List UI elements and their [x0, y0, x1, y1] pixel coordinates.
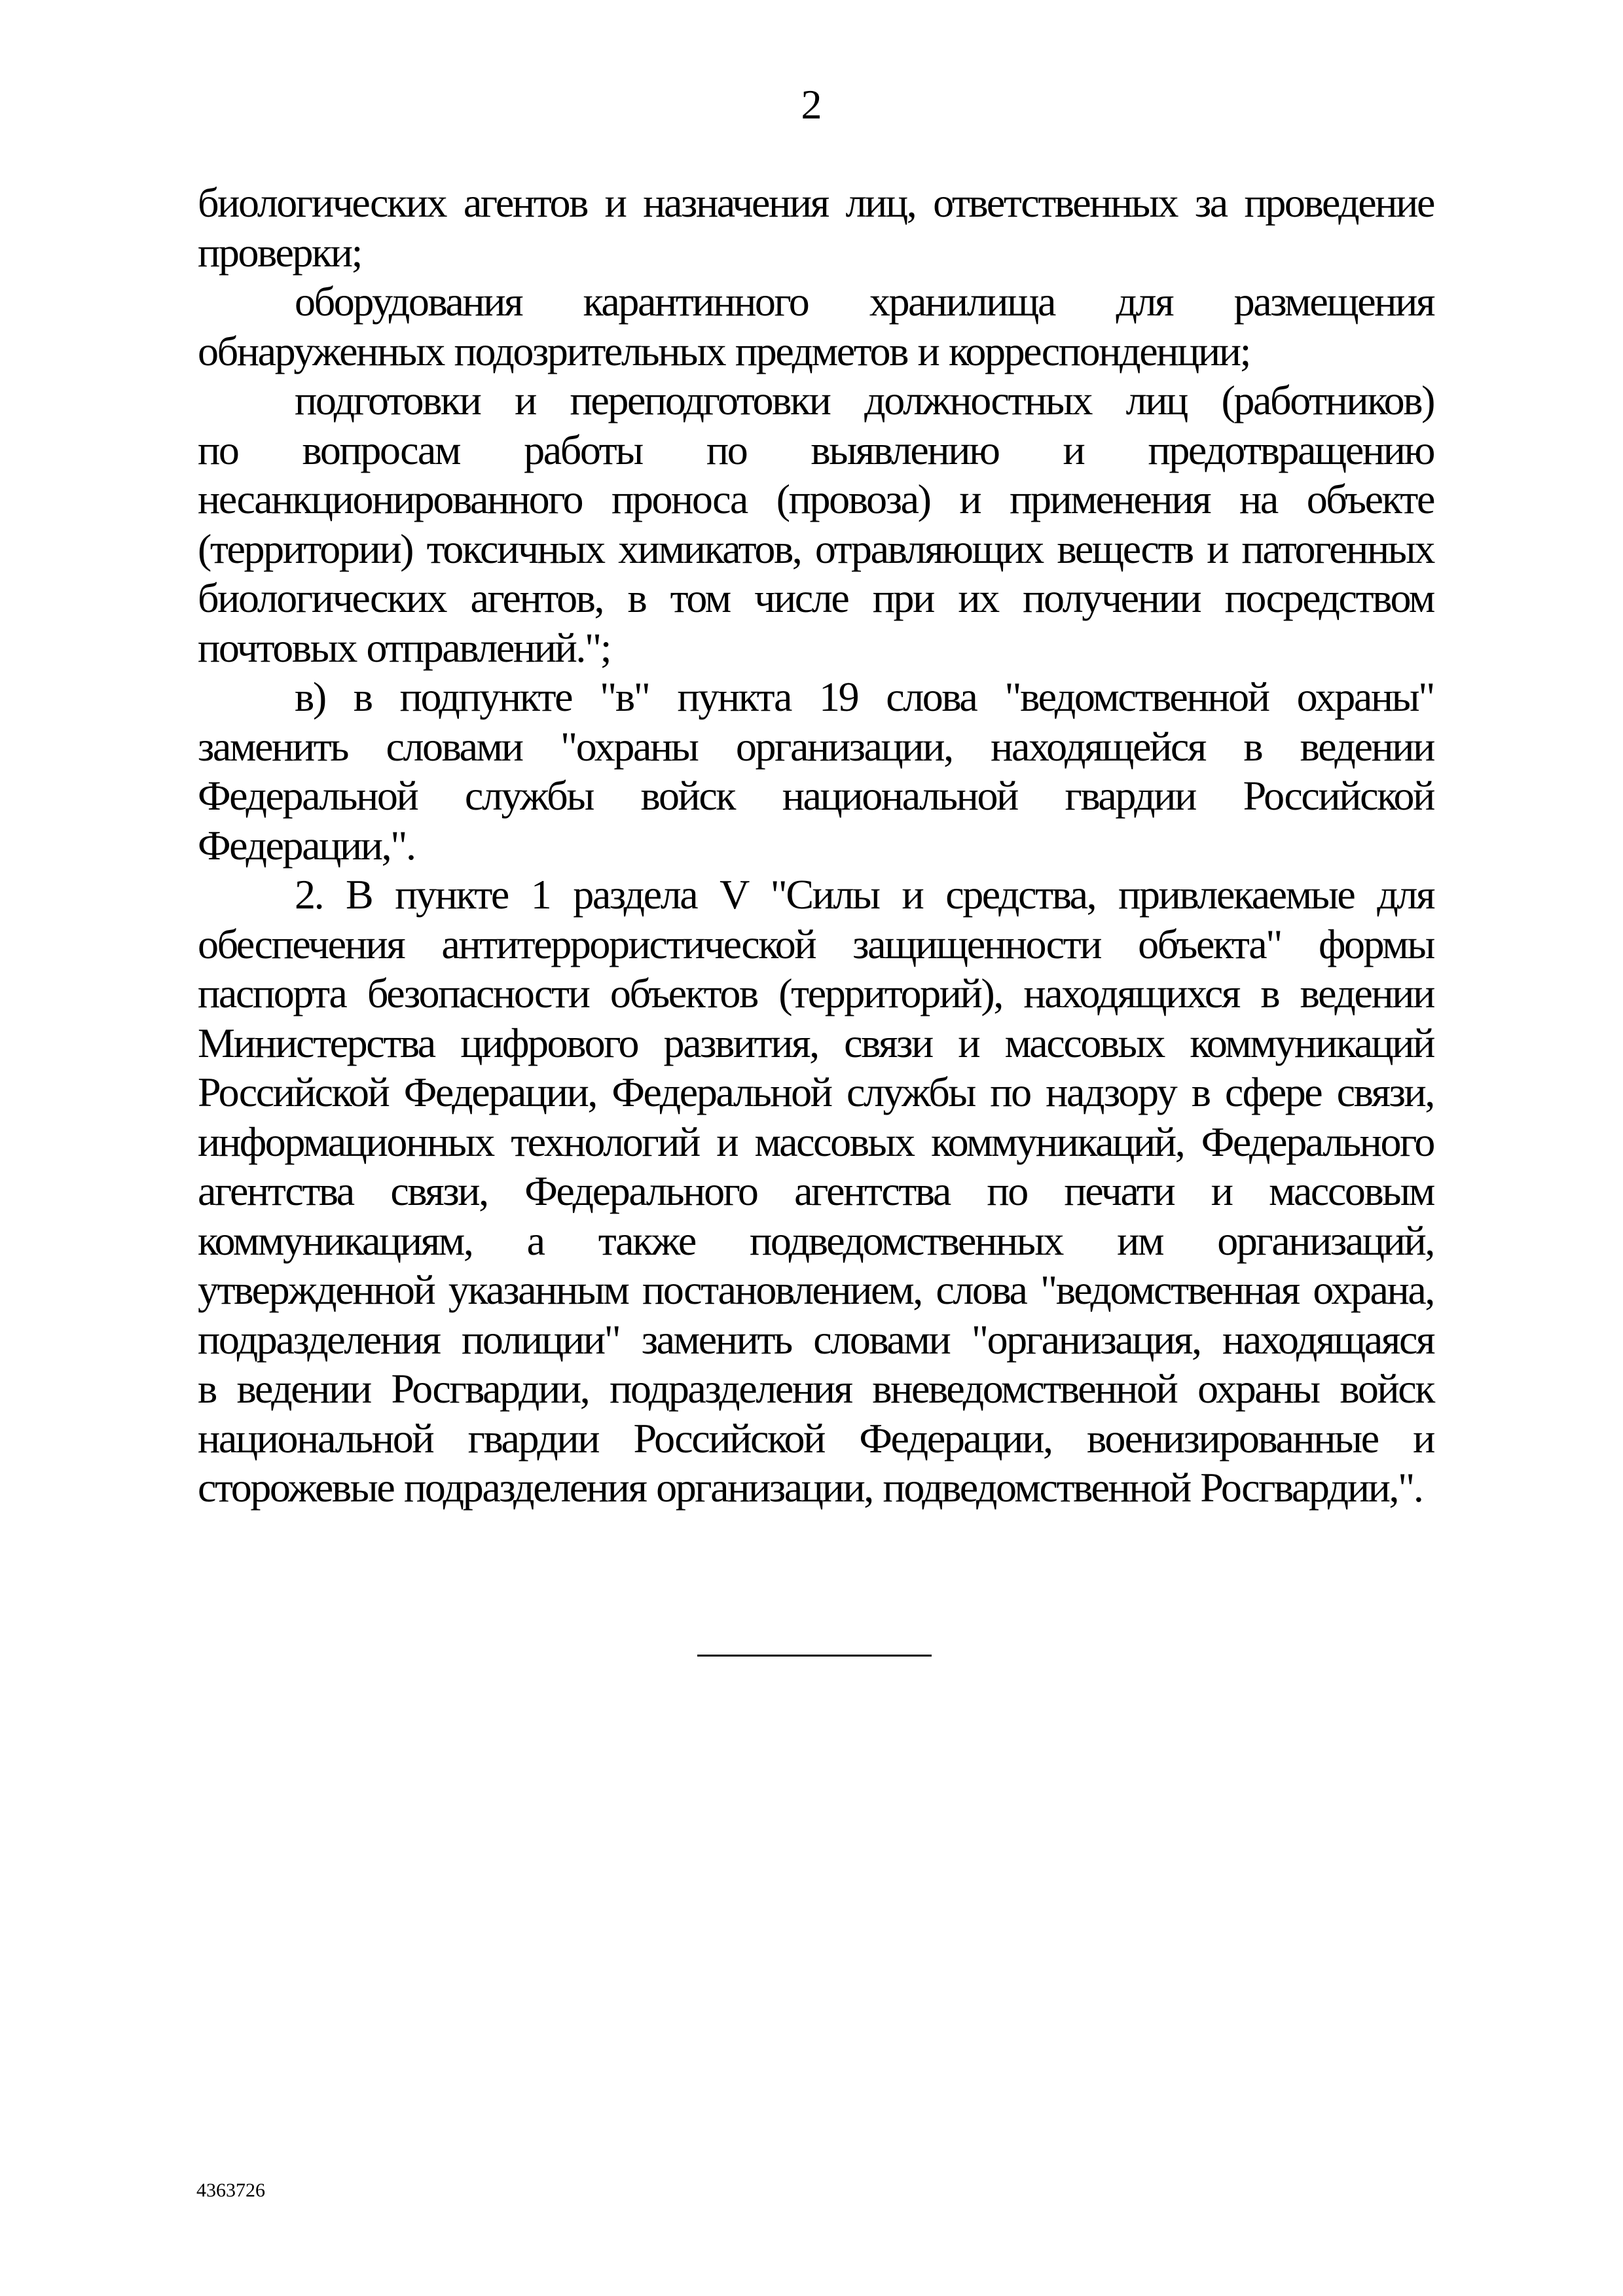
- text-line: почтовых отправлений.";: [198, 624, 611, 671]
- document-body: [198, 178, 1434, 1513]
- text-line: несанкционированного проноса (провоза) и применения на объекте: [198, 476, 1434, 522]
- paragraph: [198, 178, 1434, 277]
- text-line: обнаруженных подозрительных предметов и корреспонденции;: [198, 327, 1250, 374]
- document-code: 4363726: [196, 2179, 265, 2201]
- paragraph: [198, 870, 1434, 1513]
- text-line: Российской Федерации, Федеральной службы по надзору в сфере связи,: [198, 1069, 1434, 1115]
- text-line: 2. В пункте 1 раздела V "Силы и средства, привлекаемые для: [295, 871, 1434, 918]
- text-line: обеспечения антитеррористической защищенности объекта" формы: [198, 920, 1434, 967]
- text-line: сторожевые подразделения организации, подведомственной Росгвардии,".: [198, 1464, 1423, 1511]
- text-line: утвержденной указанным постановлением, слова "ведомственная охрана,: [198, 1266, 1434, 1313]
- text-line: (территории) токсичных химикатов, отравляющих веществ и патогенных: [198, 525, 1434, 572]
- text-line: Министерства цифрового развития, связи и массовых коммуникаций: [198, 1019, 1434, 1066]
- paragraph: [198, 672, 1434, 870]
- text-line: агентства связи, Федерального агентства по печати и массовым: [198, 1168, 1434, 1214]
- text-line: Федеральной службы войск национальной гвардии Российской: [198, 772, 1434, 819]
- text-line: по вопросам работы по выявлению и предотвращению: [198, 426, 1434, 473]
- text-line: национальной гвардии Российской Федерации, военизированные и: [198, 1414, 1434, 1462]
- text-line: биологических агентов и назначения лиц, ответственных за проведение: [198, 179, 1434, 226]
- text-line: подготовки и переподготовки должностных лиц (работников): [295, 377, 1434, 423]
- end-divider: [697, 1655, 932, 1657]
- text-line: оборудования карантинного хранилища для размещения: [295, 278, 1434, 325]
- text-line: проверки;: [198, 228, 362, 276]
- page-number: 2: [801, 81, 822, 128]
- text-line: информационных технологий и массовых коммуникаций, Федерального: [198, 1118, 1434, 1165]
- paragraph: [198, 376, 1434, 672]
- text-line: Федерации,".: [198, 821, 415, 869]
- text-line: заменить словами "охраны организации, находящейся в ведении: [198, 723, 1434, 770]
- text-line: в ведении Росгвардии, подразделения вневедомственной охраны войск: [198, 1365, 1434, 1412]
- text-line: подразделения полиции" заменить словами "организация, находящаяся: [198, 1316, 1434, 1363]
- text-line: паспорта безопасности объектов (территорий), находящихся в ведении: [198, 970, 1434, 1016]
- text-line: коммуникациям, а также подведомственных им организаций,: [198, 1217, 1434, 1264]
- text-line: в) в подпункте "в" пункта 19 слова "ведомственной охраны": [295, 673, 1434, 720]
- paragraph: [198, 277, 1434, 376]
- text-line: биологических агентов, в том числе при их получении посредством: [198, 575, 1434, 621]
